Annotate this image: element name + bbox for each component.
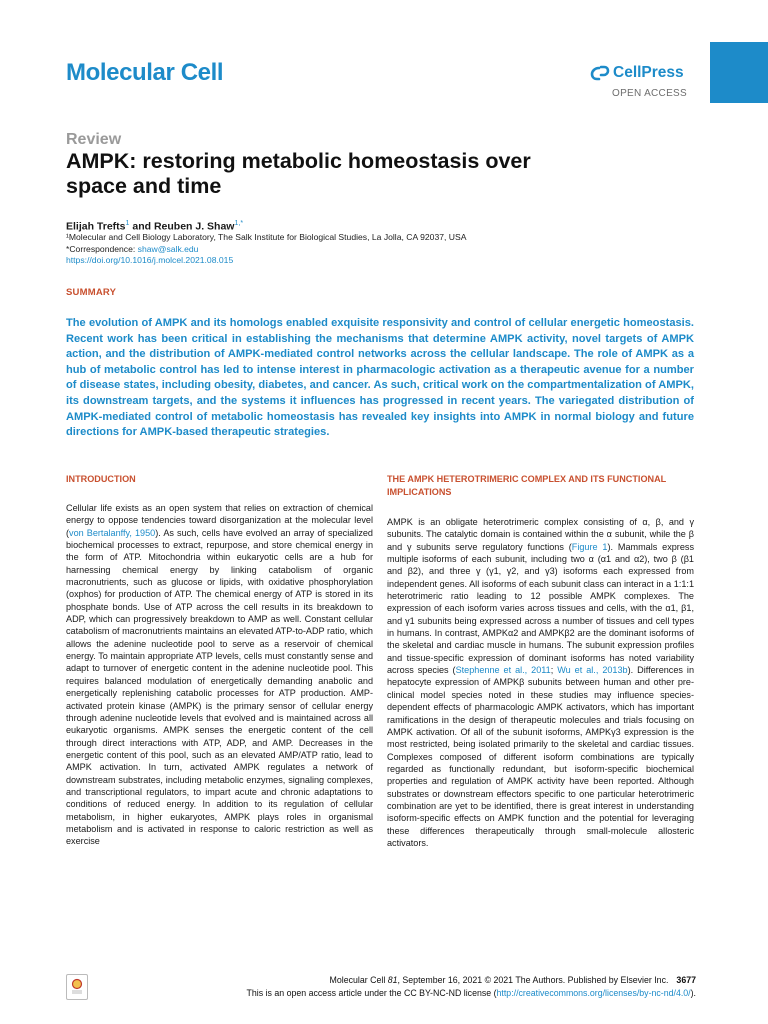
affiliation-marker: 1,* — [234, 220, 244, 227]
license-end: ). — [690, 987, 696, 998]
body-text: ). As such, cells have evolved an array of specialized biochemical processes to extract, repurpose, and store chemical energy in the form of ATP. Mitochondria within eukaryotic cells are a hub for harnessing chemical energy by linking catabolism of organic macronutrients, such as glucose or lipids, with oxidative phosphorylation (oxphos) for production of ATP. The chemical energy of ATP is stored in its phosphate bonds. Use of ATP across the cell results in its breakdown to ADP, which can progressively breakdown to AMP as well. Constant cellular catabolism of macronutrients maintains an elevated ATP-to-ADP ratio, which allows the adenine nucleotide pool to serve as a reservoir of chemical energy. To maintain appropriate ATP levels, cells must constantly sense and adapt to turnover of energetic content in the adenine nucleotide pool. This requires balanced modulation of energetically demanding anabolic and energetically replenishing catabolic processes for ATP production. AMP-activated protein kinase (AMPK) is the primary sensor of cellular energy through adenine nucleotide levels that evolved and is maintained across all eukaryotic organisms. AMPK senses the energetic content of the cell through direct interactions with ATP, ADP, and AMP. Decreases in the energetic content of this pool, such as an elevated AMP/ATP ratio, lead to AMPK activation. In turn, activated AMPK regulates a network of downstream substrates, including metabolic enzymes, signaling complexes, and transcriptional regulators, to impart acute and chronic adaptations to conditions of reduced energy. In addition to its regulation of cellular metabolism, in higher eukaryotes, AMPK plays roles in organismal metabolism and is activated in response to caloric restriction as well as exercise — [66, 527, 373, 847]
doi-link[interactable]: https://doi.org/10.1016/j.molcel.2021.08.015 — [66, 255, 234, 265]
introduction-heading: INTRODUCTION — [66, 474, 136, 484]
license-text: This is an open access article under the CC BY-NC-ND license ( — [246, 987, 497, 998]
figure-link[interactable]: Figure 1 — [571, 541, 608, 552]
affiliation: ¹Molecular and Cell Biology Laboratory, The Salk Institute for Biological Studies, La Jolla, CA 92037, USA — [66, 232, 467, 242]
author-separator: and — [129, 220, 154, 233]
citation-journal: Molecular Cell — [329, 975, 388, 985]
author-list — [66, 220, 243, 233]
page-number: 3677 — [676, 975, 696, 985]
citation-details: , September 16, 2021 © 2021 The Authors. Published by Elsevier Inc. — [397, 975, 669, 985]
affiliation-marker: 1 — [125, 220, 130, 227]
ref-separator: ; — [550, 665, 558, 676]
complex-body — [387, 516, 694, 849]
cellpress-logo — [590, 64, 684, 82]
open-access-label: OPEN ACCESS — [612, 88, 687, 99]
article-type: Review — [66, 131, 122, 148]
page-footer — [100, 974, 696, 999]
author-name[interactable]: Elijah Trefts — [66, 220, 126, 233]
complex-heading: THE AMPK HETEROTRIMERIC COMPLEX AND ITS FUNCTIONAL IMPLICATIONS — [387, 474, 667, 497]
body-text: AMPK is an obligate heterotrimeric complex consisting of α, β, and γ subunits. The catalytic domain is contained within the α subunit, while the β and γ subunits serve regulatory functions ( — [387, 517, 694, 552]
body-text: ). Differences in hepatocyte expression of AMPKβ subunits between human and other pre-clinical model species noted in these studies may influence species-dependent effects of pharmacologic AMPK activators, which has important ramifications in the design of therapeutic molecules and trials focusing on AMPK activation. Of all of the subunit isoforms, AMPKγ3 expression is the most restricted, being isolated primarily to the skeletal and cardiac tissues. Complexes composed of different isoform combinations are typically regarded as functionally redundant, but isoform-specific biochemical properties and regulation of AMPK activity have been reported. Although substrates or downstream effectors specific to one particular heterotrimeric combination are yet to be identified, there is great interest in understanding isoform-specific effects on AMPK function and the potential for leveraging these differences therapeutically through small-molecule allosteric activators. — [387, 665, 694, 848]
update-badge-icon — [70, 978, 84, 996]
author-name[interactable]: Reuben J. Shaw — [153, 220, 235, 233]
article-title: AMPK: restoring metabolic homeostasis over space and time — [66, 149, 531, 198]
summary-text: The evolution of AMPK and its homologs enabled exquisite responsivity and control of cellular energetic homeostasis. Recent work has been critical in establishing the mechanisms that determine AMPK activity, novel targets of AMPK action, and the distribution of AMPK-mediated control networks across the cellular landscape. The role of AMPK as a hub of metabolic control has led to intense interest in pharmacologic activation as a therapeutic avenue for a number of disease states, including obesity, diabetes, and cancer. As such, critical work on the compartmentalization of AMPK, its downstream targets, and the systems it influences has progressed in recent years. The variegated distribution of AMPK-mediated control of metabolic homeostasis has revealed key insights into AMPK in normal biology and future directions for AMPK-based therapeutic strategies. — [66, 317, 694, 439]
check-for-updates-icon[interactable] — [66, 974, 88, 1000]
correspondence-label: *Correspondence: — [66, 243, 138, 254]
email-link[interactable]: shaw@salk.edu — [137, 243, 199, 254]
license-link[interactable]: http://creativecommons.org/licenses/by-nc-nd/4.0/ — [496, 987, 691, 998]
citation-volume: 81 — [387, 975, 398, 985]
reference-link[interactable]: von Bertalanffy, 1950 — [69, 527, 156, 538]
summary-heading: SUMMARY — [66, 287, 117, 298]
body-text: ). Mammals express multiple isoforms of each subunit, including two α (α1 and α2), two β (β1 and β2), and three γ (γ1, γ2, and γ3) isoforms each expressed from independent genes. All isoforms of each subunit class can interact in a 1:1:1 heterotrimeric ratio leading to 12 possible AMPK complexes. The expression of each isoform varies across tissues and cells, with the α1, β1, and γ1 subunits being expressed across a number of tissues and cell types in humans. In contrast, AMPKα2 and AMPKβ2 are the dominant isoforms of the skeletal and cardiac muscle in humans. The subunit expression profiles and tissue-specific expression of dominant isoforms has noted variability across species ( — [387, 541, 694, 676]
correspondence — [66, 244, 466, 256]
publisher-name: CellPress — [613, 64, 684, 81]
affiliation-block — [66, 232, 466, 267]
body-text: Cellular life exists as an open system that relies on extraction of chemical energy to oppose tendencies toward disorganization at the molecular level ( — [66, 503, 373, 538]
license-line — [100, 987, 696, 1000]
reference-link[interactable]: Wu et al., 2013b — [557, 665, 628, 676]
citation-line — [100, 974, 696, 987]
journal-title: Molecular Cell — [66, 59, 224, 86]
introduction-body — [66, 502, 373, 848]
cellpress-icon — [590, 65, 610, 81]
reference-link[interactable]: Stephenne et al., 2011 — [455, 665, 551, 676]
brand-tab — [710, 42, 768, 103]
